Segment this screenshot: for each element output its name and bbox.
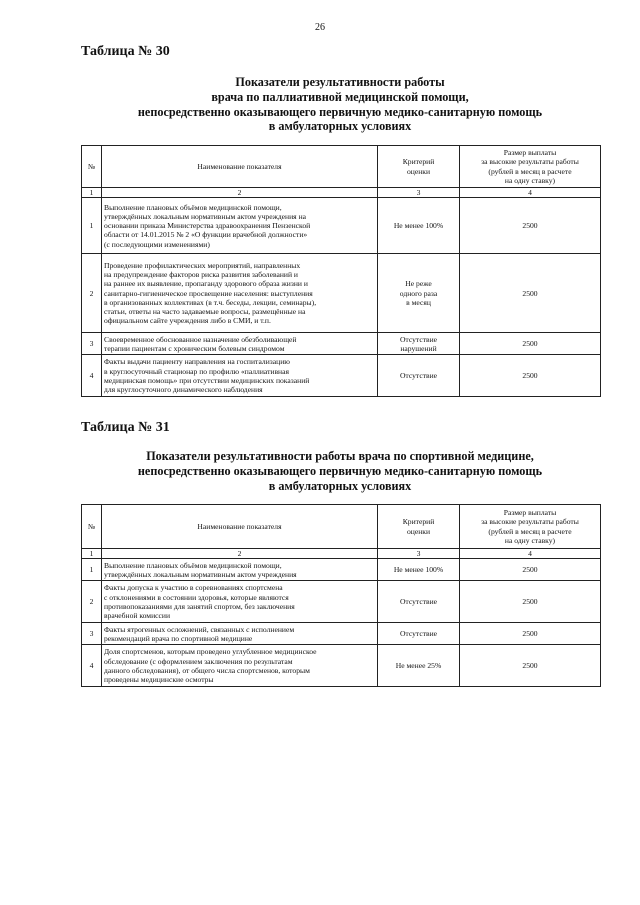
- row-num: 3: [82, 333, 102, 355]
- table-row: [82, 645, 601, 687]
- indicator-name: [102, 254, 378, 333]
- indicator-line: официальном сайте учреждения либо в СМИ, и т.п.: [104, 316, 271, 326]
- criterion-line: Отсутствие: [399, 334, 438, 344]
- row-num: 3: [82, 623, 102, 645]
- criterion: [378, 645, 460, 687]
- indicator-name: [102, 581, 378, 623]
- indicator-line: утверждённых локальным нормативным актом учреждения: [104, 569, 297, 579]
- table-header-row: [82, 146, 601, 188]
- indicator-line: врачебной комиссии: [104, 610, 171, 620]
- criterion-line: Отсутствие: [399, 371, 438, 381]
- criterion: [378, 581, 460, 623]
- column-index: 3: [378, 188, 460, 198]
- criterion: [378, 198, 460, 254]
- header-num: №: [82, 146, 102, 188]
- indicator-name: [102, 623, 378, 645]
- indicator-line: на раннее их выявление, пропаганду здорового образа жизни и: [104, 279, 308, 289]
- criterion: [378, 254, 460, 333]
- column-index: 4: [460, 188, 601, 198]
- page-number: 26: [315, 22, 325, 33]
- payment: 2500: [460, 333, 601, 355]
- header-name: Наименование показателя: [102, 146, 378, 188]
- table-row: [82, 581, 601, 623]
- indicator-line: проведены медицинские осмотры: [104, 674, 214, 684]
- header-criterion: [378, 146, 460, 188]
- row-num: 4: [82, 645, 102, 687]
- payment: 2500: [460, 198, 601, 254]
- criterion-line: одного раза: [399, 288, 438, 298]
- criterion: [378, 333, 460, 355]
- criterion-line: Не менее 100%: [393, 221, 444, 231]
- column-index: 1: [82, 188, 102, 198]
- indicator-line: утверждённых локальным нормативным актом учреждения на: [104, 211, 307, 221]
- indicator-name: [102, 645, 378, 687]
- header-payment: [460, 146, 601, 188]
- indicator-line: санитарно-гигиеническое просвещение населения: выступления: [104, 288, 313, 298]
- indicator-line: Доля спортсменов, которым проведено углубленное медицинское: [104, 647, 317, 657]
- table-31-title-line: в амбулаторных условиях: [268, 478, 412, 493]
- header-name: Наименование показателя: [102, 505, 378, 549]
- table-30-title-line: врача по паллиативной медицинской помощи,: [211, 89, 469, 104]
- table-31-title-line: непосредственно оказывающего первичную медико-санитарную помощь: [137, 463, 543, 478]
- table-row: [82, 355, 601, 397]
- table-row: [82, 623, 601, 645]
- indicator-name: [102, 355, 378, 397]
- criterion-line: Не менее 25%: [395, 661, 442, 671]
- header-payment-line: Размер выплаты: [503, 508, 557, 518]
- header-payment-line: на одну ставку): [504, 175, 556, 185]
- payment: 2500: [460, 623, 601, 645]
- table-30: [81, 145, 601, 397]
- column-index: 3: [378, 549, 460, 559]
- indicator-line: обследование (с оформлением заключения по результатам: [104, 656, 293, 666]
- criterion: [378, 623, 460, 645]
- criterion-line: Отсутствие: [399, 597, 438, 607]
- table-31: [81, 504, 601, 687]
- row-num: 1: [82, 198, 102, 254]
- indicator-line: терапии пациентам с хроническим болевым синдромом: [104, 343, 285, 353]
- indicator-line: медицинская помощь» при отсутствии медицинских показаний: [104, 375, 310, 385]
- column-index-row: [82, 188, 601, 198]
- indicator-line: (с последующими изменениями): [104, 239, 210, 249]
- header-payment-line: Размер выплаты: [503, 148, 557, 158]
- table-30-title: [80, 75, 600, 134]
- indicator-name: [102, 559, 378, 581]
- header-criterion: [378, 505, 460, 549]
- indicator-line: в организованных коллективах (в т.ч. беседы, лекции, семинары),: [104, 297, 317, 307]
- header-payment-line: за высокие результаты работы: [481, 157, 579, 167]
- table-header-row: [82, 505, 601, 549]
- column-index-row: [82, 549, 601, 559]
- table-30-label: Таблица № 30: [81, 44, 170, 59]
- row-num: 2: [82, 254, 102, 333]
- table-row: [82, 198, 601, 254]
- header-criterion-line: Критерий: [402, 157, 435, 167]
- header-num: №: [82, 505, 102, 549]
- table-31-label: Таблица № 31: [81, 420, 170, 435]
- criterion: [378, 559, 460, 581]
- header-criterion-line: Критерий: [402, 517, 435, 527]
- table-31-title: [80, 449, 600, 493]
- indicator-line: основании приказа Министерства здравоохранения Пензенской: [104, 221, 311, 231]
- criterion: [378, 355, 460, 397]
- indicator-line: данного обследования), от общего числа спортсменов, которым: [104, 665, 310, 675]
- payment: 2500: [460, 645, 601, 687]
- row-num: 1: [82, 559, 102, 581]
- row-num: 4: [82, 355, 102, 397]
- indicator-line: Проведение профилактических мероприятий, направленных: [104, 260, 301, 270]
- header-criterion-line: оценки: [406, 526, 431, 536]
- indicator-line: рекомендаций врача по спортивной медицине: [104, 633, 253, 643]
- column-index: 1: [82, 549, 102, 559]
- indicator-line: Факты ятрогенных осложнений, связанных с исполнением: [104, 624, 295, 634]
- table-30-title-line: Показатели результативности работы: [235, 75, 445, 89]
- criterion-line: нарушений: [400, 343, 437, 353]
- table-30-title-line: непосредственно оказывающего первичную медико-санитарную помощь: [137, 104, 543, 119]
- row-num: 2: [82, 581, 102, 623]
- criterion-line: в месяц: [406, 297, 431, 307]
- payment: 2500: [460, 254, 601, 333]
- table-row: [82, 559, 601, 581]
- header-payment: [460, 505, 601, 549]
- payment: 2500: [460, 581, 601, 623]
- indicator-line: статьи, ответы на часто задаваемые вопросы, размещённые на: [104, 307, 306, 316]
- table-31-title-line: Показатели результативности работы врача по спортивной медицине,: [146, 449, 534, 463]
- indicator-line: Выполнение плановых объёмов медицинской помощи,: [104, 202, 282, 212]
- indicator-line: Факты допуска к участию в соревнованиях спортсмена: [104, 583, 283, 593]
- indicator-line: в круглосуточный стационар по профилю «паллиативная: [104, 366, 289, 376]
- column-index: 4: [460, 549, 601, 559]
- indicator-line: для круглосуточного динамического наблюдения: [104, 384, 263, 394]
- header-payment-line: (рублей в месяц в расчете: [488, 166, 572, 176]
- indicator-line: на предупреждение факторов риска развития заболеваний и: [104, 270, 298, 280]
- header-criterion-line: оценки: [406, 166, 431, 176]
- criterion-line: Не реже: [405, 279, 432, 289]
- indicator-line: противопоказаниями для занятий спортом, без заключения: [104, 601, 295, 611]
- header-payment-line: на одну ставку): [504, 535, 556, 545]
- table-row: [82, 254, 601, 333]
- header-payment-line: (рублей в месяц в расчете: [488, 526, 572, 536]
- indicator-name: [102, 333, 378, 355]
- criterion-line: Отсутствие: [399, 629, 438, 639]
- indicator-line: Факты выдачи пациенту направления на госпитализацию: [104, 357, 290, 367]
- payment: 2500: [460, 355, 601, 397]
- table-row: [82, 333, 601, 355]
- column-index: 2: [102, 188, 378, 198]
- indicator-line: Своевременное обоснованное назначение обезболивающей: [104, 334, 297, 344]
- header-payment-line: за высокие результаты работы: [481, 517, 579, 527]
- payment: 2500: [460, 559, 601, 581]
- indicator-name: [102, 198, 378, 254]
- indicator-line: с отклонениями в состоянии здоровья, которые являются: [104, 592, 289, 602]
- table-30-title-line: в амбулаторных условиях: [268, 119, 412, 134]
- indicator-line: Выполнение плановых объёмов медицинской помощи,: [104, 560, 282, 570]
- criterion-line: Не менее 100%: [393, 565, 444, 575]
- indicator-line: области от 14.01.2015 № 2 «О функции врачебной должности»: [104, 230, 308, 240]
- column-index: 2: [102, 549, 378, 559]
